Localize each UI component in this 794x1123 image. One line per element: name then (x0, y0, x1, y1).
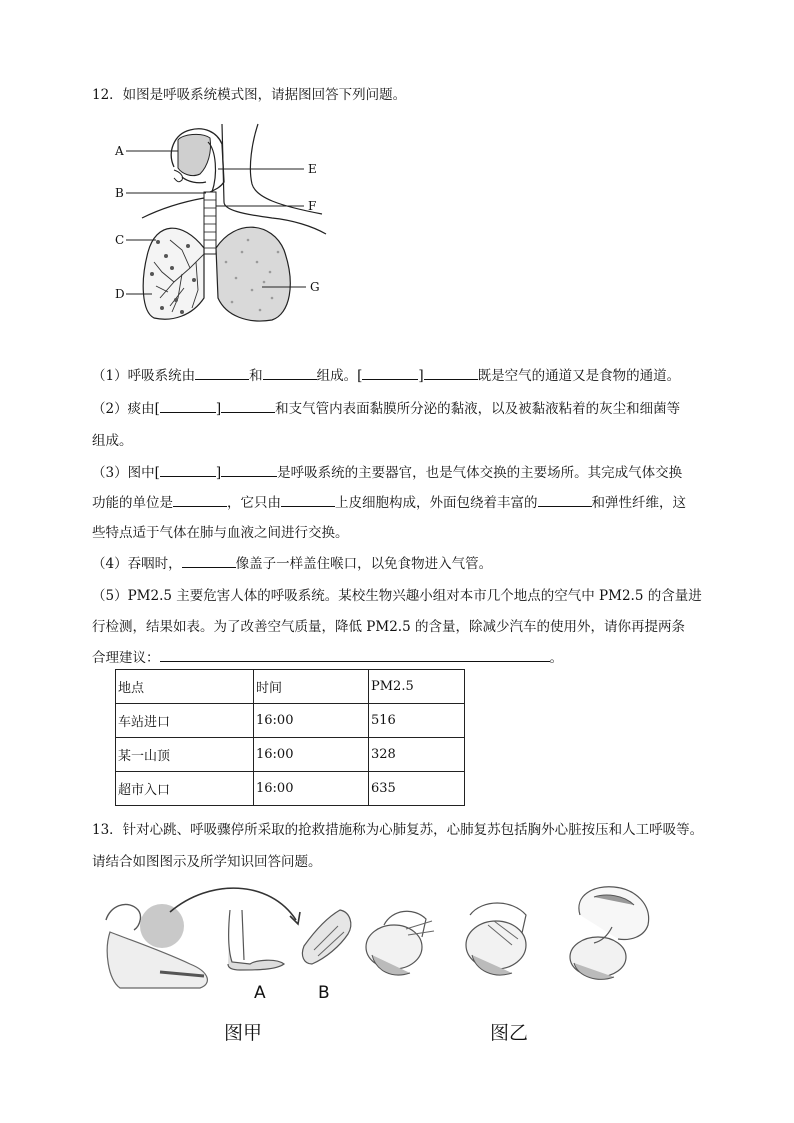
answer-blank[interactable] (221, 400, 275, 413)
pm25-table (115, 669, 465, 806)
answer-blank[interactable] (424, 367, 478, 380)
q12-stem: 12．如图是呼吸系统模式图，请据图回答下列问题。 (92, 87, 407, 103)
q12-part3-line2: 功能的单位是 ，它只由 上皮细胞构成，外面包绕着丰富的 和弹性纤维，这 (92, 495, 686, 511)
answer-blank[interactable] (195, 367, 249, 380)
table-cell: 635 (369, 772, 465, 806)
table-row (116, 704, 465, 738)
respiratory-system-figure (112, 122, 342, 344)
answer-blank[interactable] (221, 464, 277, 477)
table-header: 时间 (254, 670, 369, 704)
answer-blank[interactable] (263, 367, 317, 380)
label-E: E (308, 162, 317, 176)
answer-blank[interactable] (173, 494, 227, 507)
table-header-row (116, 670, 465, 704)
q12-part1: （1）呼吸系统由 和 组成。[ ] 既是空气的通道又是食物的通道。 (92, 368, 681, 384)
answer-blank[interactable] (160, 400, 216, 413)
label-G: G (310, 280, 320, 294)
answer-blank[interactable] (362, 367, 418, 380)
q13-stem-cont: 请结合如图图示及所学知识回答问题。 (92, 854, 322, 870)
table-row (116, 738, 465, 772)
q12-part3-line3: 些特点适于气体在肺与血液之间进行交换。 (92, 525, 349, 541)
caption-figure-yi: 图乙 (490, 1022, 529, 1044)
label-A: A (115, 144, 124, 158)
table-cell: 超市入口 (116, 772, 254, 806)
table-header: 地点 (116, 670, 254, 704)
table-cell: 328 (369, 738, 465, 772)
figure-label-a: A (254, 983, 266, 1003)
q12-part5-line3: 合理建议： 。 (92, 650, 563, 666)
table-cell: 车站进口 (116, 704, 254, 738)
rescue-breathing-figure (362, 885, 672, 985)
q12-part4: （4）吞咽时， 像盖子一样盖住喉口，以免食物进入气管。 (92, 556, 493, 572)
caption-figure-jia: 图甲 (224, 1022, 263, 1044)
answer-blank[interactable] (182, 555, 236, 568)
table-row (116, 772, 465, 806)
answer-blank[interactable] (160, 464, 216, 477)
table-header: PM2.5 (369, 670, 465, 704)
q12-part2-cont: 组成。 (92, 433, 133, 449)
table-cell: 某一山顶 (116, 738, 254, 772)
answer-blank[interactable] (160, 649, 550, 662)
table-cell: 516 (369, 704, 465, 738)
q12-part2: （2）痰由[ ] 和支气管内表面黏膜所分泌的黏液，以及被黏液粘着的灰尘和细菌等 (92, 401, 681, 417)
table-cell: 16:00 (254, 704, 369, 738)
q12-part3: （3）图中[ ] 是呼吸系统的主要器官，也是气体交换的主要场所。其完成气体交换 (92, 465, 683, 481)
q13-stem: 13．针对心跳、呼吸骤停所采取的抢救措施称为心肺复苏，心肺复苏包括胸外心脏按压和人工呼吸等。 (92, 822, 704, 838)
figure-label-b: B (318, 983, 330, 1003)
q12-part5: （5）PM2.5 主要危害人体的呼吸系统。某校生物兴趣小组对本市几个地点的空气中 PM2.5 的含量进 (92, 588, 702, 604)
answer-blank[interactable] (538, 494, 592, 507)
answer-blank[interactable] (281, 494, 335, 507)
q12-part5-line2: 行检测，结果如表。为了改善空气质量，降低 PM2.5 的含量，除减少汽车的使用外，请你再提两条 (92, 619, 685, 635)
label-D: D (115, 287, 125, 301)
label-B: B (115, 186, 124, 200)
table-cell: 16:00 (254, 772, 369, 806)
label-C: C (115, 233, 125, 247)
label-F: F (308, 199, 317, 213)
table-cell: 16:00 (254, 738, 369, 772)
chest-compression-figure (100, 880, 360, 990)
